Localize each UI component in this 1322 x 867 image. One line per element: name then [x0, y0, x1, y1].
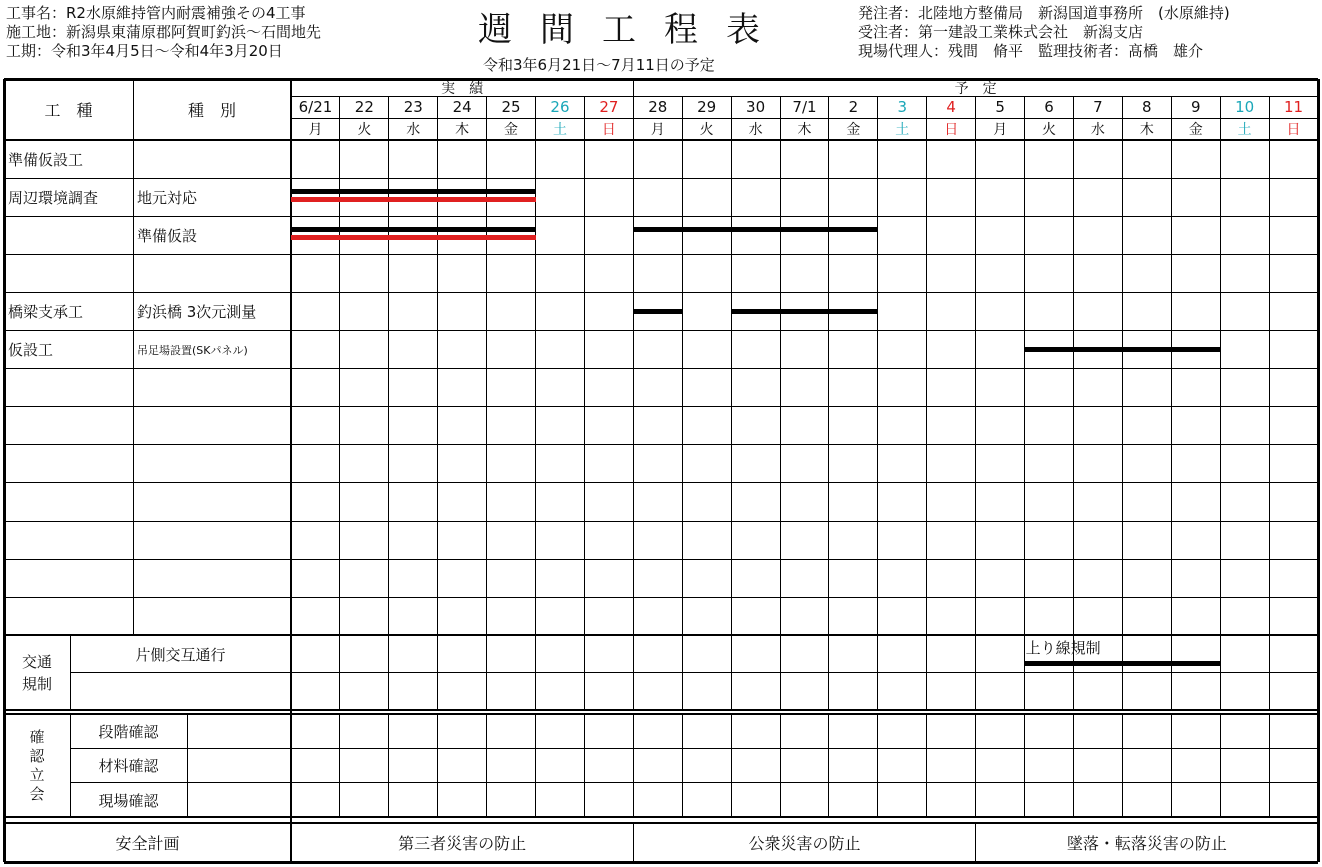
column-header-koushu: 工 種 — [44, 101, 93, 120]
day-weekday: 土 — [895, 122, 910, 138]
grid-line — [1122, 714, 1123, 817]
row-shubetsu — [133, 445, 291, 483]
row-shubetsu — [133, 369, 291, 407]
grid-line — [437, 96, 438, 635]
grid-line — [633, 823, 635, 862]
day-weekday: 土 — [1237, 122, 1252, 138]
grid-line — [975, 635, 976, 710]
day-date: 9 — [1190, 98, 1201, 116]
grid-line — [780, 714, 781, 817]
row-shubetsu: 地元対応 — [137, 188, 198, 207]
grid-line — [1269, 96, 1270, 635]
grid-line — [1171, 635, 1172, 710]
grid-line — [828, 714, 829, 817]
day-date: 2 — [848, 98, 859, 116]
day-date: 6/21 — [298, 98, 333, 116]
day-weekday: 水 — [1090, 122, 1105, 138]
day-weekday: 土 — [552, 122, 567, 138]
inspection-row-label: 現場確認 — [98, 791, 159, 810]
day-date: 8 — [1142, 98, 1152, 116]
grid-line — [731, 635, 732, 710]
grid-line — [1171, 96, 1172, 635]
grid-line — [388, 635, 389, 710]
row-shubetsu — [133, 254, 291, 292]
schedule-bar — [731, 309, 878, 314]
grid-line — [187, 714, 188, 817]
inspection-row-label: 段階確認 — [98, 722, 159, 741]
day-date: 10 — [1235, 98, 1255, 116]
day-weekday: 火 — [357, 122, 372, 138]
grid-line — [926, 714, 927, 817]
grid-line — [975, 823, 977, 862]
day-weekday: 月 — [650, 122, 665, 138]
grid-line — [133, 79, 134, 635]
grid-line — [486, 635, 487, 710]
schedule-bar — [291, 235, 536, 240]
schedule-bar — [291, 189, 536, 194]
grid-line — [1220, 635, 1221, 710]
schedule-bar — [291, 227, 536, 232]
schedule-bar — [633, 309, 682, 314]
day-weekday: 金 — [504, 122, 519, 138]
row-shubetsu: 吊足場設置(SKパネル) — [137, 343, 248, 357]
row-koushu — [4, 483, 133, 521]
day-weekday: 木 — [455, 122, 470, 138]
row-shubetsu — [133, 483, 291, 521]
grid-line — [1220, 714, 1221, 817]
grid-line — [291, 118, 1318, 119]
day-date: 23 — [403, 98, 423, 116]
grid-line — [1122, 96, 1123, 635]
grid-line — [1171, 714, 1172, 817]
grid-line — [682, 96, 683, 635]
day-weekday: 水 — [748, 122, 763, 138]
grid-line — [486, 96, 487, 635]
row-shubetsu — [133, 521, 291, 559]
page-title: 週間工程表 — [478, 10, 788, 50]
traffic-row-label — [70, 673, 291, 711]
grid-line — [1073, 714, 1074, 817]
inspection-row-label: 材料確認 — [98, 757, 159, 776]
day-weekday: 日 — [944, 122, 959, 138]
day-weekday: 木 — [797, 122, 812, 138]
grid-line — [535, 714, 536, 817]
row-shubetsu: 準備仮設 — [137, 226, 198, 245]
table-border-bottom — [4, 861, 1318, 864]
group-header-actual: 実 績 — [441, 80, 484, 96]
grid-line — [70, 635, 71, 710]
table-border-left — [3, 79, 6, 862]
safety-plan-label: 安全計画 — [115, 834, 180, 854]
day-weekday: 金 — [1188, 122, 1203, 138]
grid-line — [1024, 714, 1025, 817]
row-koushu: 周辺環境調査 — [8, 188, 99, 207]
row-shubetsu: 釣浜橋 3次元測量 — [137, 302, 257, 321]
day-weekday: 水 — [406, 122, 421, 138]
grid-line — [877, 96, 878, 635]
grid-line — [731, 96, 732, 635]
grid-line — [633, 79, 635, 635]
grid-line — [828, 635, 829, 710]
day-date: 24 — [452, 98, 472, 116]
row-shubetsu — [133, 597, 291, 635]
traffic-row-label: 片側交互通行 — [135, 645, 226, 664]
safety-item: 墜落・転落災害の防止 — [1066, 834, 1227, 854]
day-date: 4 — [946, 98, 956, 116]
row-koushu — [4, 254, 133, 292]
day-date: 28 — [648, 98, 668, 116]
row-koushu — [4, 597, 133, 635]
day-weekday: 火 — [1042, 122, 1056, 138]
grid-line — [682, 714, 683, 817]
table-border-right — [1317, 79, 1320, 862]
grid-line — [975, 96, 976, 635]
day-date: 29 — [697, 98, 717, 116]
traffic-annotation: 上り線規制 — [1025, 638, 1101, 657]
row-koushu — [4, 445, 133, 483]
grid-line — [877, 714, 878, 817]
grid-line — [388, 714, 389, 817]
safety-item: 第三者災害の防止 — [398, 834, 527, 854]
grid-line — [4, 822, 1318, 824]
day-date: 5 — [995, 98, 1005, 116]
day-date: 26 — [550, 98, 570, 116]
schedule-bar — [1025, 347, 1221, 352]
row-koushu — [4, 216, 133, 254]
grid-line — [291, 96, 1318, 97]
contractor: 受注者：第一建設工業株式会社 新潟支店 — [858, 23, 1144, 41]
grid-line — [70, 714, 71, 817]
grid-line — [339, 96, 340, 635]
grid-line — [828, 96, 829, 635]
grid-line — [70, 672, 1318, 673]
grid-line — [535, 96, 536, 635]
grid-line — [70, 748, 1318, 749]
day-date: 7 — [1093, 98, 1103, 116]
grid-line — [1269, 714, 1270, 817]
day-weekday: 月 — [308, 122, 323, 138]
grid-line — [877, 635, 878, 710]
row-koushu — [4, 521, 133, 559]
grid-line — [584, 96, 585, 635]
grid-line — [339, 635, 340, 710]
day-date: 6 — [1044, 98, 1054, 116]
day-weekday: 金 — [846, 122, 861, 138]
grid-line — [1269, 635, 1270, 710]
row-koushu: 橋梁支承工 — [8, 302, 84, 321]
grid-line — [388, 96, 389, 635]
grid-line — [437, 714, 438, 817]
day-date: 27 — [599, 98, 619, 116]
group-header-plan: 予 定 — [954, 80, 997, 96]
grid-line — [731, 714, 732, 817]
grid-line — [926, 635, 927, 710]
inspection-section-label: 確認立会 — [29, 727, 45, 803]
day-date: 25 — [501, 98, 521, 116]
grid-line — [633, 714, 634, 817]
row-koushu: 仮設工 — [8, 341, 54, 360]
orderer: 発注者：北陸地方整備局 新潟国道事務所 (水原維持) — [858, 4, 1230, 22]
grid-line — [339, 714, 340, 817]
row-koushu — [4, 369, 133, 407]
row-koushu — [4, 559, 133, 597]
grid-line — [633, 635, 634, 710]
traffic-bar — [1025, 661, 1221, 666]
site-representative: 現場代理人：残間 脩平 監理技術者：髙橋 雄介 — [858, 42, 1204, 60]
grid-line — [1220, 96, 1221, 635]
grid-line — [535, 635, 536, 710]
row-koushu: 準備仮設工 — [8, 150, 84, 169]
schedule-bar — [291, 197, 536, 202]
construction-period: 工期：令和3年4月5日～令和4年3月20日 — [6, 42, 283, 60]
grid-line — [584, 714, 585, 817]
day-weekday: 月 — [993, 122, 1008, 138]
grid-line — [975, 714, 976, 817]
grid-line — [682, 635, 683, 710]
grid-line — [780, 96, 781, 635]
day-weekday: 火 — [699, 122, 714, 138]
day-weekday: 日 — [601, 122, 616, 138]
grid-line — [926, 96, 927, 635]
day-date: 7/1 — [792, 98, 817, 116]
grid-line — [70, 782, 1318, 783]
grid-line — [437, 635, 438, 710]
grid-line — [486, 714, 487, 817]
table-border-top — [4, 78, 1318, 81]
day-weekday: 日 — [1286, 122, 1301, 138]
project-name: 工事名：R2水原維持管内耐震補強その4工事 — [6, 4, 306, 22]
safety-item: 公衆災害の防止 — [748, 834, 861, 854]
grid-line — [780, 635, 781, 710]
row-shubetsu — [133, 559, 291, 597]
column-header-shubetsu: 種 別 — [187, 101, 236, 120]
row-shubetsu — [133, 140, 291, 178]
row-koushu — [4, 407, 133, 445]
day-date: 30 — [746, 98, 766, 116]
day-date: 11 — [1283, 98, 1304, 116]
schedule-bar — [633, 227, 878, 232]
grid-line — [584, 635, 585, 710]
day-date: 22 — [354, 98, 374, 116]
traffic-section-label: 交通規制 — [21, 652, 52, 693]
grid-line — [1024, 96, 1025, 635]
page-subtitle: 令和3年6月21日～7月11日の予定 — [483, 56, 715, 74]
day-date: 3 — [897, 98, 908, 116]
day-weekday: 木 — [1139, 122, 1154, 138]
grid-line — [1073, 96, 1074, 635]
site-location: 施工地：新潟県東蒲原郡阿賀町釣浜～石間地先 — [6, 23, 322, 41]
row-shubetsu — [133, 407, 291, 445]
